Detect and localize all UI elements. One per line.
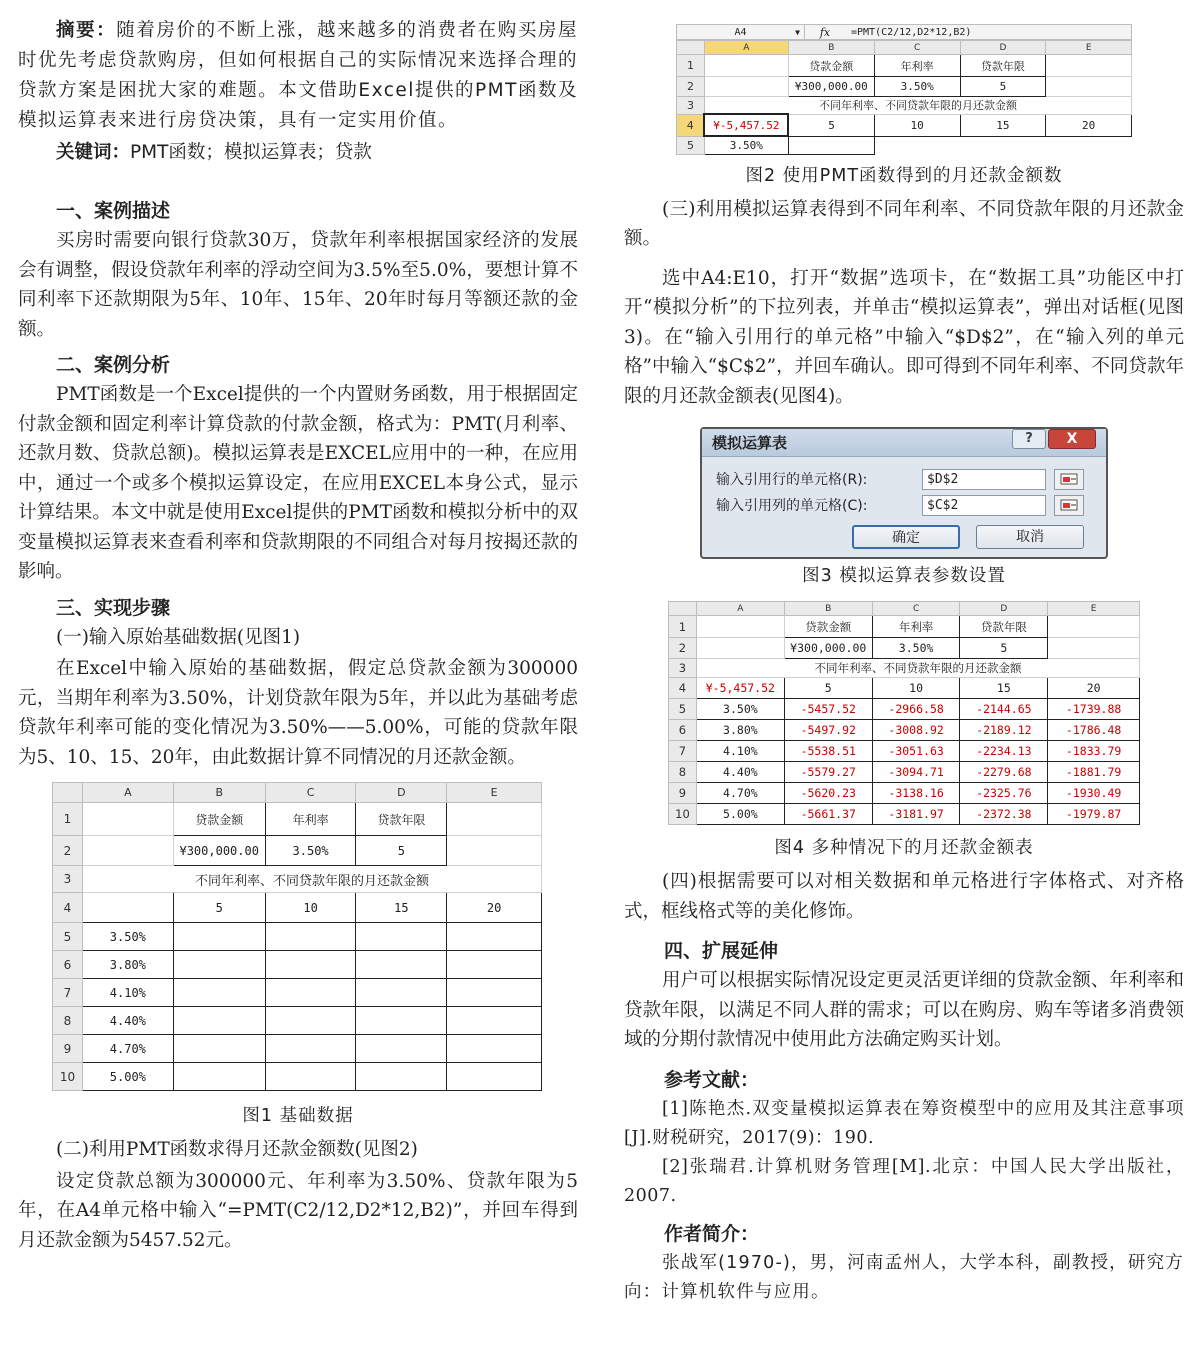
step-4-paragraph: (四)根据需要可以对相关数据和单元格进行字体格式、对齐格式，框线格式等的美化修饰。	[624, 871, 1184, 922]
right-column	[624, 24, 1184, 1307]
cell[interactable]: 10	[872, 678, 960, 699]
cell[interactable]: 3.50%	[704, 136, 788, 154]
col-input-label: 输入引用列的单元格(C):	[716, 498, 868, 514]
keywords	[18, 138, 578, 168]
cell[interactable]	[704, 77, 788, 97]
section-3-heading: 三、实现步骤	[56, 596, 171, 619]
collapse-dialog-icon[interactable]	[1054, 469, 1084, 490]
result-cell[interactable]: -3138.16	[872, 783, 960, 804]
result-cell[interactable]: -2279.68	[960, 762, 1048, 783]
author-heading: 作者简介：	[664, 1222, 760, 1245]
name-box-value: A4	[734, 26, 747, 38]
cell[interactable]	[265, 979, 356, 1007]
figure-1	[52, 782, 542, 1091]
cell[interactable]: 5	[960, 77, 1046, 97]
cell[interactable]: 3.80%	[82, 951, 173, 979]
cell[interactable]: 20	[1046, 114, 1132, 136]
cell[interactable]	[265, 1035, 356, 1063]
dialog-footer	[702, 525, 1106, 549]
cell[interactable]	[447, 1063, 542, 1091]
merged-title-cell[interactable]: 不同年利率、不同贷款年限的月还款金额	[704, 97, 1131, 115]
cell[interactable]	[356, 1035, 447, 1063]
figure-2-caption: 图2 使用PMT函数得到的月还款金额数	[745, 165, 1063, 186]
cell[interactable]: 贷款年限	[960, 55, 1046, 77]
row-header: 2	[669, 638, 697, 659]
cell[interactable]: ¥300,000.00	[788, 77, 874, 97]
figure-3-caption: 图3 模拟运算表参数设置	[802, 566, 1006, 586]
row-header: 6	[669, 720, 697, 741]
result-cell[interactable]: -5457.52	[784, 699, 872, 720]
row-header: 5	[669, 699, 697, 720]
result-cell[interactable]: -1930.49	[1048, 783, 1140, 804]
corner-cell	[53, 783, 83, 803]
result-cell[interactable]: -1979.87	[1048, 804, 1140, 825]
cell[interactable]: 4.40%	[82, 1007, 173, 1035]
cell[interactable]: 5	[173, 893, 265, 923]
rate-cell[interactable]: 3.50%	[696, 699, 784, 720]
row-header: 7	[53, 979, 83, 1007]
result-cell[interactable]: -5661.37	[784, 804, 872, 825]
row-header: 8	[53, 1007, 83, 1035]
result-cell[interactable]: -1786.48	[1048, 720, 1140, 741]
left-column	[18, 16, 578, 1257]
row-header: 3	[677, 97, 705, 115]
keywords-text: PMT函数；模拟运算表；贷款	[130, 142, 372, 163]
cell[interactable]	[788, 136, 874, 154]
row-header: 10	[53, 1063, 83, 1091]
merged-title-cell[interactable]: 不同年利率、不同贷款年限的月还款金额	[696, 659, 1139, 678]
cell[interactable]: 20	[1048, 678, 1140, 699]
row-header: 5	[677, 136, 705, 154]
reference-1: [1]陈艳杰.双变量模拟运算表在筹资模型中的应用及其注意事项[J].财税研究，2017(9)：190.	[624, 1098, 1184, 1148]
cell[interactable]: 5	[356, 836, 447, 866]
row-input-label: 输入引用行的单元格(R):	[716, 472, 868, 488]
cell[interactable]: 4.70%	[82, 1035, 173, 1063]
cell[interactable]	[82, 836, 173, 866]
section-2-paragraph: PMT函数是一个Excel提供的一个内置财务函数，用于根据固定付款金额和固定利率计算贷款的付款金额，格式为：PMT(月利率、还款月数、贷款总额)。模拟运算表是EXCEL应用中的一种，在应用中，通过一个或多个模拟运算设定，在应用EXCEL本身公式，显示计算结果。本文中就是使用Excel提供的PMT函数和模拟分析中的双变量模拟运算表来查看利率和贷款期限的不同组合对每月按揭还款的影响。	[18, 384, 578, 582]
row-header: 3	[53, 866, 83, 893]
cell[interactable]	[173, 1007, 265, 1035]
cell[interactable]	[1046, 136, 1132, 154]
step-3-title: (三)利用模拟运算表得到不同年利率、不同贷款年限的月还款金额。	[624, 198, 1184, 249]
col-header: A	[82, 783, 173, 803]
figure-1-spreadsheet	[52, 782, 542, 1091]
step-3-paragraph: 选中A4:E10，打开“数据”选项卡，在“数据工具”功能区中打开“模拟分析”的下拉列表，并单击“模拟运算表”，弹出对话框(见图3)。在“输入引用行的单元格”中输入“$D$2”，在“输入列的单元格”中输入“$C$2”，并回车确认。即可得到不同年利率、不同贷款年限的月还款金额表(见图4)。	[624, 267, 1184, 407]
figure-3	[624, 413, 1184, 563]
cell[interactable]: 贷款年限	[960, 616, 1048, 638]
cell[interactable]: 15	[960, 114, 1046, 136]
row-header: 8	[669, 762, 697, 783]
cell[interactable]: 3.50%	[872, 638, 960, 659]
section-1-paragraph: 买房时需要向银行贷款30万，贷款年利率根据国家经济的发展会有调整，假设贷款年利率的浮动空间为3.5%至5.0%，要想计算不同利率下还款期限为5年、10年、15年、20年时每月等额还款的金额。	[18, 230, 578, 340]
cell[interactable]: 5	[960, 638, 1048, 659]
cell[interactable]: 5.00%	[82, 1063, 173, 1091]
cell[interactable]: 贷款金额	[788, 55, 874, 77]
rate-cell[interactable]: 4.70%	[696, 783, 784, 804]
chevron-down-icon[interactable]: ▼	[795, 27, 800, 37]
cell[interactable]	[447, 923, 542, 951]
cell[interactable]	[356, 1007, 447, 1035]
cell[interactable]	[447, 951, 542, 979]
help-icon[interactable]: ?	[1012, 429, 1046, 449]
result-cell[interactable]: -2234.13	[960, 741, 1048, 762]
cell[interactable]	[173, 1035, 265, 1063]
collapse-dialog-icon[interactable]	[1054, 495, 1084, 516]
result-cell[interactable]: -2372.38	[960, 804, 1048, 825]
col-header: D	[356, 783, 447, 803]
row-header: 10	[669, 804, 697, 825]
dialog-window-buttons	[1012, 429, 1096, 449]
result-cell[interactable]: -1739.88	[1048, 699, 1140, 720]
cell[interactable]: 3.50%	[82, 923, 173, 951]
cell[interactable]	[173, 951, 265, 979]
cell[interactable]: 15	[960, 678, 1048, 699]
cell[interactable]: 年利率	[265, 803, 356, 836]
corner-cell	[677, 41, 705, 55]
cell[interactable]	[265, 1063, 356, 1091]
cell[interactable]: 3.50%	[265, 836, 356, 866]
cell[interactable]	[356, 1063, 447, 1091]
figure-2	[676, 24, 1132, 155]
rate-cell[interactable]: 4.10%	[696, 741, 784, 762]
col-header: C	[872, 602, 960, 616]
col-header: C	[874, 41, 960, 55]
cell[interactable]: 年利率	[874, 55, 960, 77]
figure-4	[668, 601, 1140, 825]
cell[interactable]	[960, 136, 1046, 154]
result-cell[interactable]: -3094.71	[872, 762, 960, 783]
abstract-text: 随着房价的不断上涨，越来越多的消费者在购买房屋时优先考虑贷款购房，但如何根据自己的实际情况来选择合理的贷款方案是困扰大家的难题。本文借助Excel提供的PMT函数及模拟运算表来进行房贷决策，具有一定实用价值。	[18, 20, 579, 131]
cell[interactable]: 贷款金额	[784, 616, 872, 638]
abstract-label: 摘要：	[56, 20, 117, 41]
col-input-row	[702, 493, 1106, 517]
data-table-dialog	[700, 427, 1108, 559]
cell[interactable]: 20	[447, 893, 542, 923]
cell[interactable]	[1046, 77, 1132, 97]
dialog-title: 模拟运算表	[712, 434, 788, 452]
close-icon[interactable]: X	[1048, 429, 1096, 449]
cell[interactable]: ¥300,000.00	[784, 638, 872, 659]
row-header: 9	[53, 1035, 83, 1063]
cell[interactable]	[1046, 55, 1132, 77]
section-2-heading: 二、案例分析	[56, 354, 171, 376]
dialog-title-bar	[702, 429, 1106, 457]
step-2-title: (二)利用PMT函数求得月还款金额数(见图2)	[56, 1139, 418, 1160]
cell[interactable]	[696, 616, 784, 638]
function-icon[interactable]: fx	[819, 25, 831, 39]
cell[interactable]: 10	[265, 893, 356, 923]
result-cell[interactable]: -3181.97	[872, 804, 960, 825]
cell[interactable]	[356, 951, 447, 979]
row-header: 5	[53, 923, 83, 951]
cell[interactable]: 年利率	[872, 616, 960, 638]
col-input-field[interactable]: $C$2	[922, 495, 1046, 516]
col-header: E	[1046, 41, 1132, 55]
col-header: C	[265, 783, 356, 803]
cell[interactable]	[265, 951, 356, 979]
pmt-result-cell[interactable]: ¥-5,457.52	[696, 678, 784, 699]
name-box[interactable]	[677, 25, 805, 39]
row-header: 4	[677, 114, 705, 136]
row-header: 6	[53, 951, 83, 979]
cell[interactable]	[82, 803, 173, 836]
row-input-field[interactable]: $D$2	[922, 469, 1046, 490]
figure-4-spreadsheet	[668, 601, 1140, 825]
result-cell[interactable]: -3008.92	[872, 720, 960, 741]
cell[interactable]: 15	[356, 893, 447, 923]
col-header: E	[447, 783, 542, 803]
cell[interactable]	[265, 923, 356, 951]
cell[interactable]: ¥300,000.00	[173, 836, 265, 866]
section-4-heading: 四、扩展延伸	[664, 940, 779, 962]
cell[interactable]	[696, 638, 784, 659]
cell[interactable]	[1048, 638, 1140, 659]
cell[interactable]	[447, 803, 542, 836]
cell[interactable]: 10	[874, 114, 960, 136]
col-header: E	[1048, 602, 1140, 616]
cell[interactable]: 4.10%	[82, 979, 173, 1007]
result-cell[interactable]: -5538.51	[784, 741, 872, 762]
col-header: B	[173, 783, 265, 803]
col-header: B	[784, 602, 872, 616]
result-cell[interactable]: -1881.79	[1048, 762, 1140, 783]
section-1-heading: 一、案例描述	[56, 200, 171, 222]
references-heading: 参考文献：	[664, 1068, 760, 1091]
author-bio: 张战军(1970-)，男，河南孟州人，大学本科，副教授，研究方向：计算机软件与应用。	[624, 1252, 1184, 1302]
row-header: 2	[53, 836, 83, 866]
cell[interactable]	[265, 1007, 356, 1035]
cell[interactable]	[173, 1063, 265, 1091]
cell[interactable]	[874, 136, 960, 154]
merged-title-cell[interactable]: 不同年利率、不同贷款年限的月还款金额	[82, 866, 541, 893]
pmt-result-cell[interactable]: ¥-5,457.52	[704, 114, 788, 136]
reference-2: [2]张瑞君.计算机财务管理[M].北京：中国人民大学出版社，2007.	[624, 1156, 1184, 1206]
cell[interactable]	[356, 979, 447, 1007]
col-header: D	[960, 41, 1046, 55]
cell[interactable]	[447, 836, 542, 866]
cell[interactable]	[173, 979, 265, 1007]
row-header: 4	[53, 893, 83, 923]
result-cell[interactable]: -5497.92	[784, 720, 872, 741]
step-2-paragraph: 设定贷款总额为300000元、年利率为3.50%、贷款年限为5年，在A4单元格中输入“=PMT(C2/12,D2*12,B2)”，并回车得到月还款金额为5457.52元。	[18, 1170, 578, 1251]
row-header: 9	[669, 783, 697, 804]
figure-2-spreadsheet	[676, 40, 1132, 155]
cell[interactable]	[704, 55, 788, 77]
cell[interactable]	[1048, 616, 1140, 638]
result-cell[interactable]: -1833.79	[1048, 741, 1140, 762]
rate-cell[interactable]: 4.40%	[696, 762, 784, 783]
col-header: A	[704, 41, 788, 55]
keywords-label: 关键词：	[56, 142, 131, 163]
row-header: 1	[677, 55, 705, 77]
result-cell[interactable]: -5620.23	[784, 783, 872, 804]
row-input-row	[702, 467, 1106, 491]
row-header: 1	[53, 803, 83, 836]
figure-1-caption: 图1 基础数据	[242, 1106, 354, 1126]
cell[interactable]	[447, 1035, 542, 1063]
col-header: B	[788, 41, 874, 55]
formula-input[interactable]: =PMT(C2/12,D2*12,B2)	[851, 26, 972, 38]
cell[interactable]: 贷款金额	[173, 803, 265, 836]
section-4-paragraph: 用户可以根据实际情况设定更灵活更详细的贷款金额、年利率和贷款年限，以满足不同人群的需求；可以在购房、购车等诸多消费领域的分期付款情况中使用此方法确定购买计划。	[624, 970, 1184, 1050]
cell[interactable]	[173, 923, 265, 951]
cell[interactable]	[82, 893, 173, 923]
ok-button[interactable]: 确定	[852, 525, 960, 549]
abstract	[18, 16, 578, 136]
cell[interactable]	[447, 1007, 542, 1035]
result-cell[interactable]: -2189.12	[960, 720, 1048, 741]
rate-cell[interactable]: 5.00%	[696, 804, 784, 825]
row-header: 2	[677, 77, 705, 97]
cell[interactable]	[447, 979, 542, 1007]
cell[interactable]: 5	[788, 114, 874, 136]
result-cell[interactable]: -2325.76	[960, 783, 1048, 804]
col-header: D	[960, 602, 1048, 616]
result-cell[interactable]: -5579.27	[784, 762, 872, 783]
row-header: 1	[669, 616, 697, 638]
rate-cell[interactable]: 3.80%	[696, 720, 784, 741]
cell[interactable]	[356, 923, 447, 951]
cell[interactable]: 贷款年限	[356, 803, 447, 836]
result-cell[interactable]: -2144.65	[960, 699, 1048, 720]
row-header: 3	[669, 659, 697, 678]
cell[interactable]: 5	[784, 678, 872, 699]
result-cell[interactable]: -2966.58	[872, 699, 960, 720]
col-header: A	[696, 602, 784, 616]
formula-bar	[676, 24, 1132, 40]
step-1-title: (一)输入原始基础数据(见图1)	[56, 626, 301, 648]
row-header: 4	[669, 678, 697, 699]
row-header: 7	[669, 741, 697, 762]
result-cell[interactable]: -3051.63	[872, 741, 960, 762]
cell[interactable]: 3.50%	[874, 77, 960, 97]
figure-4-caption: 图4 多种情况下的月还款金额表	[774, 838, 1034, 858]
step-1-paragraph: 在Excel中输入原始的基础数据，假定总贷款金额为300000元，当期年利率为3.50%，计划贷款年限为5年，并以此为基础考虑贷款年利率可能的变化情况为3.50%——5.00%，可能的贷款年限为5、10、15、20年，由此数据计算不同情况的月还款金额。	[18, 658, 578, 768]
corner-cell	[669, 602, 697, 616]
cancel-button[interactable]: 取消	[976, 525, 1084, 549]
